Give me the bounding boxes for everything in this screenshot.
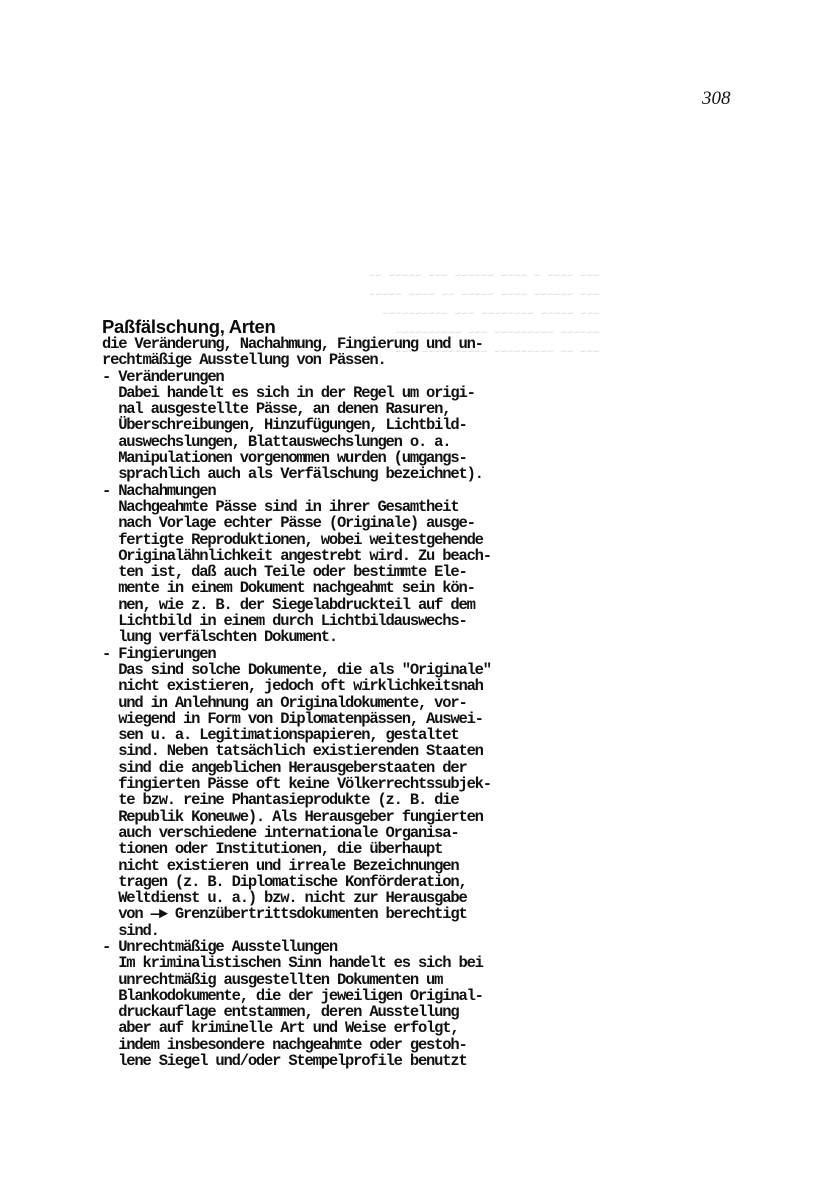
body-line: auswechslungen, Blattauswechslungen o. a.	[102, 432, 451, 451]
body-line: Manipulationen vorgenommen wurden (umgangs-	[102, 449, 467, 468]
body-line: Originalähnlichkeit angestrebt wird. Zu beach-	[102, 546, 491, 565]
body-line: fertigte Reproduktionen, wobei weitestgehende	[102, 530, 483, 549]
body-line: Im kriminalistischen Sinn handelt es sich bei	[102, 954, 483, 973]
show-through-text: ~~~ ~~~~ ~ ~~~~ ~~~~~~ ~~~ ~~~~~ ~~ ~~~ ~~~~~~ ~~~~ ~~~~~ ~~ ~~~~ ~~~~~ ~~~ ~~~~~ ~~~~~~~~ ~~~ ~~~~~~~~~~ ~~~~~~ ~~~~~~~~~ ~~~ ~~~~~~~~~~ ~~~ ~~ ~~~~~~~~~ ~~~~~~~~~~ ~~~	[368, 271, 600, 359]
body-line: aber auf kriminelle Art und Weise erfolgt,	[102, 1019, 459, 1038]
body-line: sind die angeblichen Herausgeberstaaten der	[102, 758, 467, 777]
body-line: nach Vorlage echter Pässe (Originale) ausge-	[102, 514, 475, 533]
body-line: - Nachahmungen	[102, 481, 216, 500]
body-line: sind.	[102, 921, 159, 940]
body-line: nicht existieren, jedoch oft wirklichkeitsnah	[102, 677, 483, 696]
article-heading: Paßfälschung, Arten	[102, 316, 276, 337]
body-line: Republik Koneuwe). Als Herausgeber fungierten	[102, 807, 483, 826]
body-line: nal ausgestellte Pässe, an denen Rasuren,	[102, 400, 451, 419]
body-line: sen u. a. Legitimationspapieren, gestaltet	[102, 726, 459, 745]
body-line: Das sind solche Dokumente, die als "Originale"	[102, 660, 491, 679]
body-line: Blankodokumente, die der jeweiligen Original-	[102, 986, 483, 1005]
body-line: die Veränderung, Nachahmung, Fingierung und un-	[102, 335, 483, 353]
body-line: rechtmäßige Ausstellung von Pässen.	[102, 351, 386, 370]
body-line: und in Anlehnung an Originaldokumente, vor-	[102, 693, 467, 712]
body-line: - Veränderungen	[102, 367, 224, 386]
body-line: Nachgeahmte Pässe sind in ihrer Gesamtheit	[102, 497, 459, 516]
body-line: auch verschiedene internationale Organisa-	[102, 823, 459, 842]
body-line: te bzw. reine Phantasieprodukte (z. B. die	[102, 791, 459, 810]
body-line: tionen oder Institutionen, die überhaupt	[102, 840, 443, 859]
body-line: - Fingierungen	[102, 644, 216, 663]
body-line: Überschreibungen, Hinzufügungen, Lichtbild-	[102, 416, 467, 435]
body-line: sind. Neben tatsächlich existierenden Staaten	[102, 742, 483, 761]
body-line: nicht existieren und irreale Bezeichnungen	[102, 856, 459, 875]
body-line: - Unrechtmäßige Ausstellungen	[102, 937, 337, 956]
body-line: ten ist, daß auch Teile oder bestimmte Ele-	[102, 563, 467, 582]
body-line: Weltdienst u. a.) bzw. nicht zur Herausgabe	[102, 889, 467, 908]
body-line: lene Siegel und/oder Stempelprofile benutzt	[102, 1052, 467, 1071]
body-line: nen, wie z. B. der Siegelabdruckteil auf dem	[102, 595, 475, 614]
body-line: indem insbesondere nachgeahmte oder gestoh-	[102, 1035, 467, 1054]
body-line: unrechtmäßig ausgestellten Dokumenten um	[102, 970, 443, 989]
body-line: mente in einem Dokument nachgeahmt sein kön-	[102, 579, 475, 598]
body-line: fingierten Pässe oft keine Völkerrechtssubjek-	[102, 775, 491, 794]
article-body	[102, 336, 491, 1069]
body-line: wiegend in Form von Diplomatenpässen, Auswei-	[102, 709, 483, 728]
page-number: 308	[702, 88, 731, 109]
body-line: Lichtbild in einem durch Lichtbildauswechs-	[102, 612, 467, 631]
body-line: von —► Grenzübertrittsdokumenten berechtigt	[102, 905, 467, 924]
body-line: lung verfälschten Dokument.	[102, 628, 337, 647]
body-line: Dabei handelt es sich in der Regel um origi-	[102, 383, 475, 402]
body-line: tragen (z. B. Diplomatische Konförderation,	[102, 872, 467, 891]
body-line: druckauflage entstammen, deren Ausstellung	[102, 1003, 459, 1022]
body-line: sprachlich auch als Verfälschung bezeichnet).	[102, 465, 483, 484]
